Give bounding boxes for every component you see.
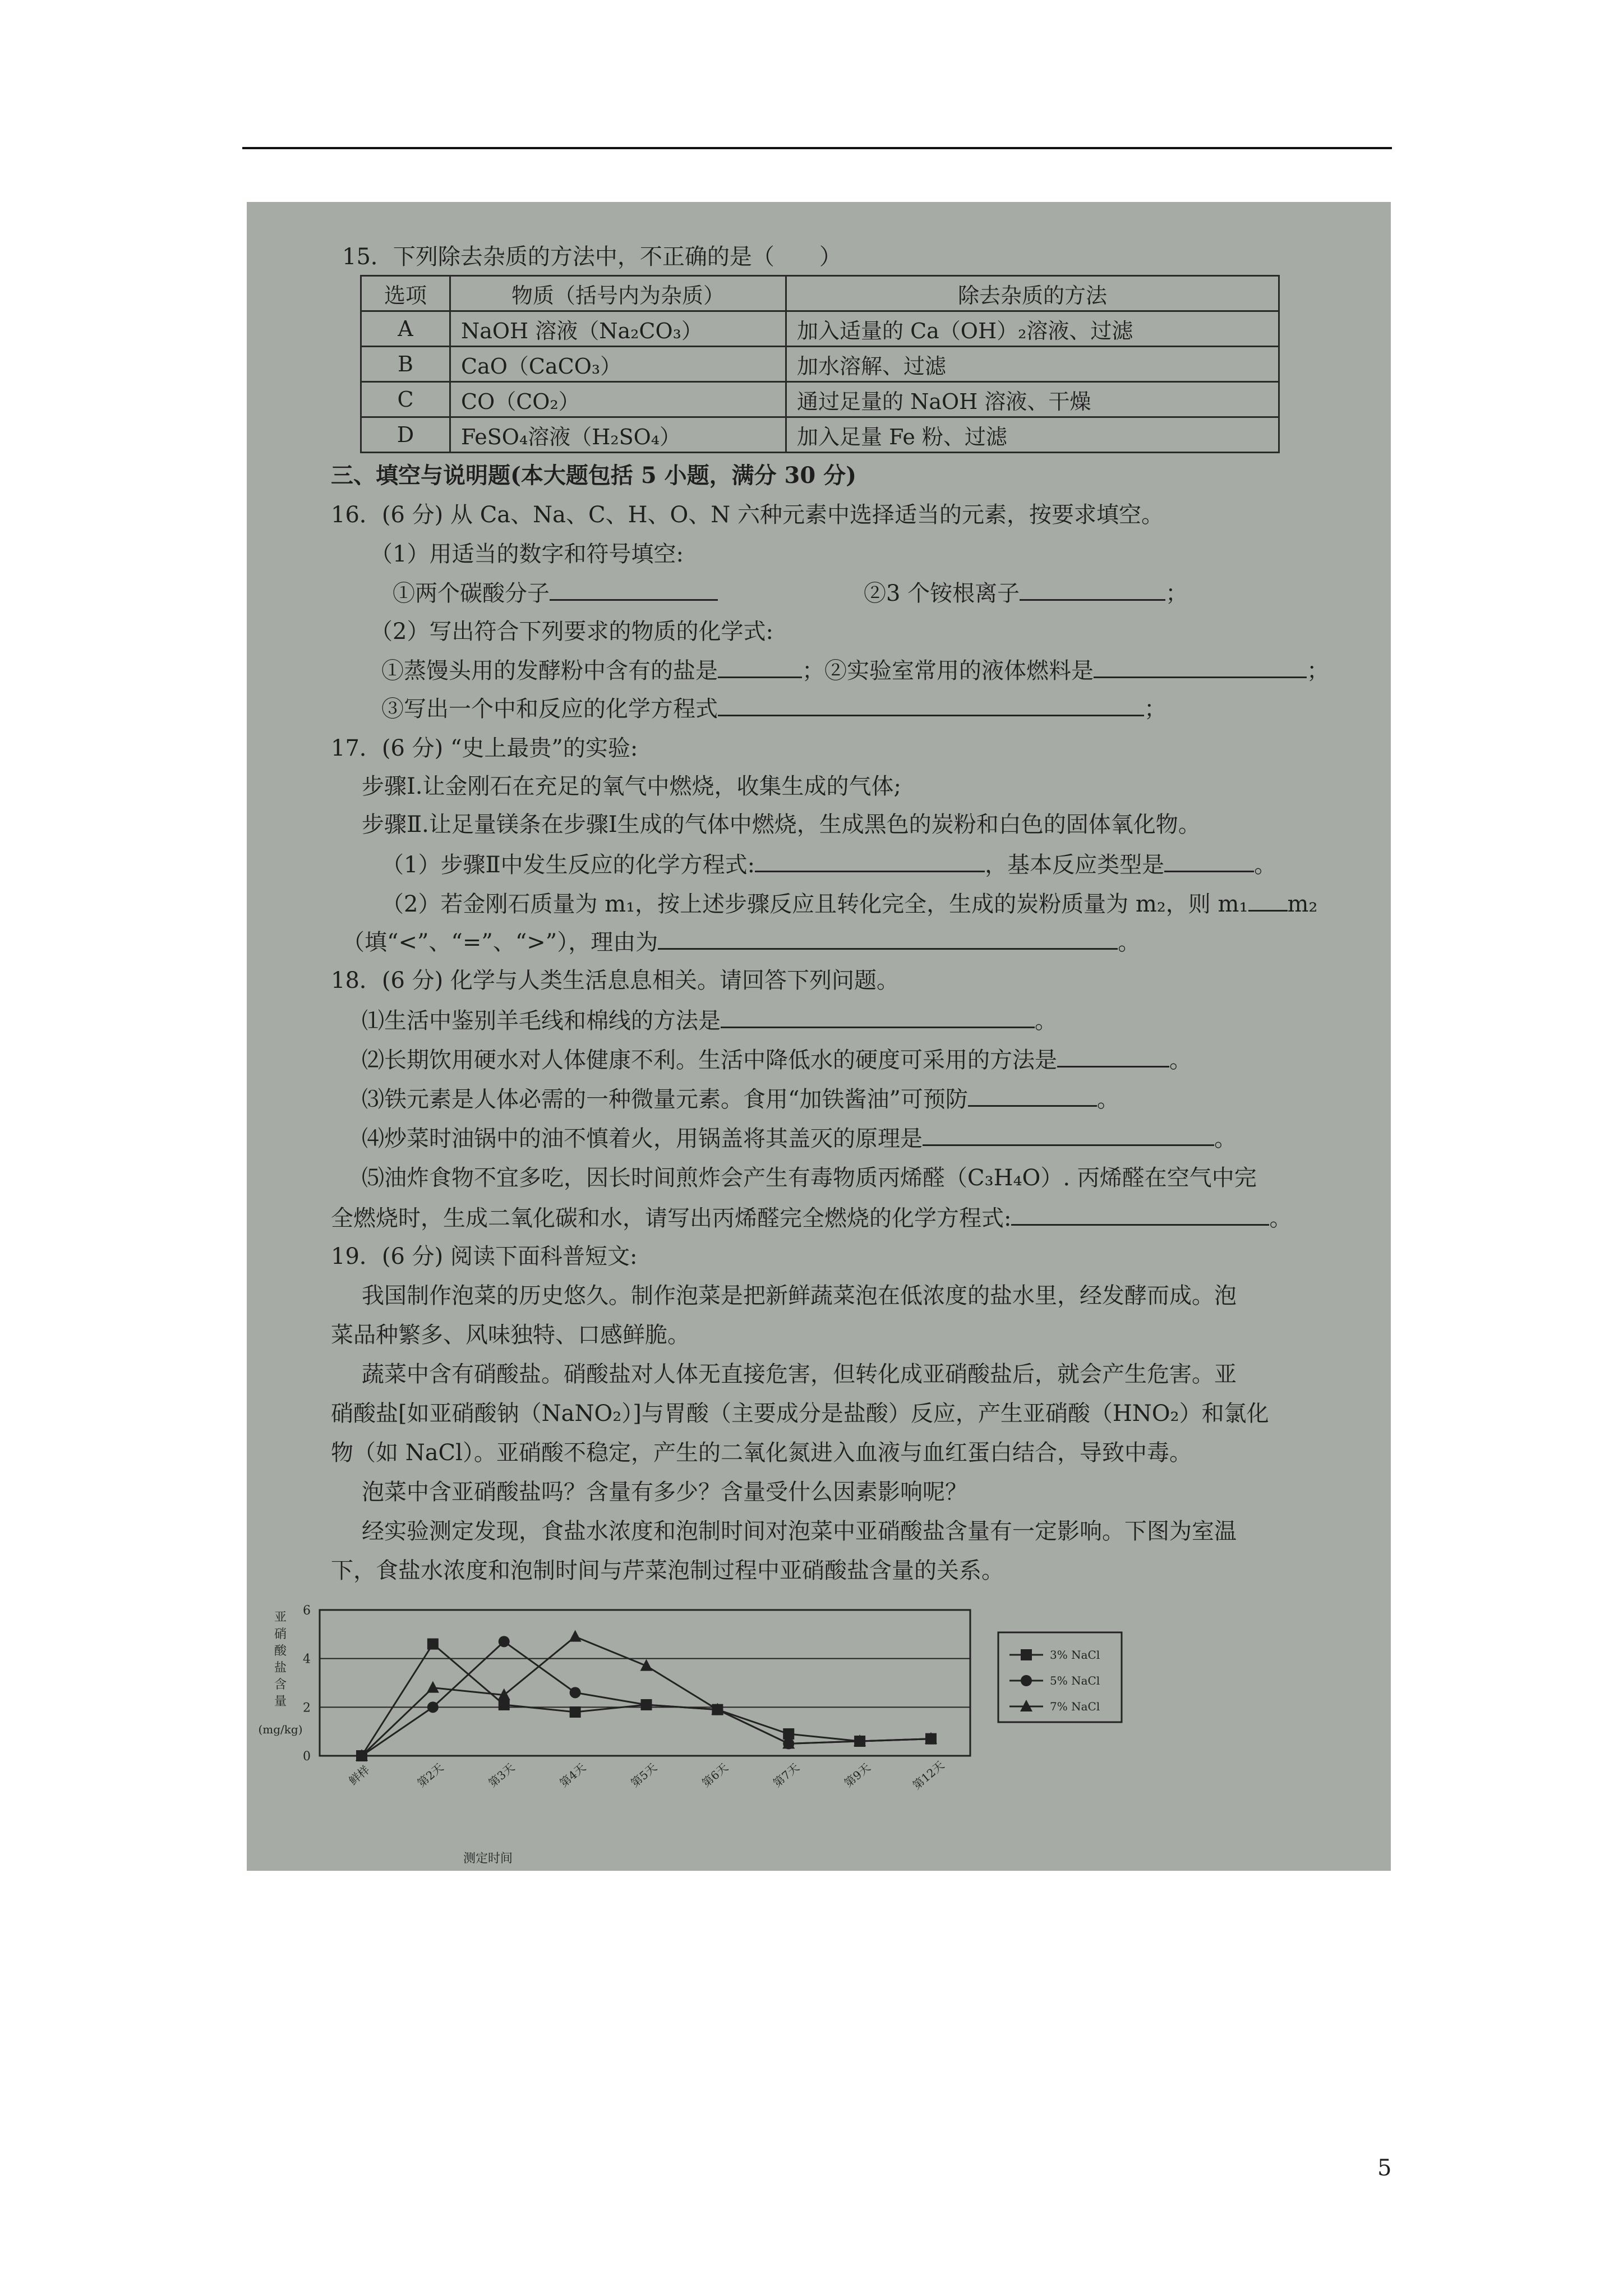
q18-item5-text: 全燃烧时，生成二氧化碳和水，请写出丙烯醛完全燃烧的化学方程式: bbox=[331, 1205, 1012, 1231]
point-marker-circle bbox=[1021, 1675, 1032, 1686]
table-header-row bbox=[361, 276, 1279, 311]
q18-item4: ⑷炒菜时油锅中的油不慎着火，用锅盖将其盖灭的原理是 。 bbox=[362, 1122, 1237, 1154]
x-tick-label: 第3天 bbox=[486, 1760, 518, 1790]
legend-entry: 7% NaCl bbox=[1050, 1700, 1100, 1713]
point-marker-square bbox=[427, 1639, 439, 1650]
q16-part1b-blank[interactable] bbox=[1020, 577, 1165, 601]
q16-part2a-text: ①蒸馒头用的发酵粉中含有的盐是 bbox=[381, 658, 718, 684]
legend bbox=[998, 1632, 1122, 1722]
point-marker-circle bbox=[641, 1699, 652, 1710]
q17-compare-blank[interactable] bbox=[1248, 887, 1288, 912]
q18-item1: ⑴生活中鉴别羊毛线和棉线的方法是 。 bbox=[362, 1004, 1057, 1037]
table-row bbox=[361, 347, 1279, 382]
point-marker-square bbox=[570, 1706, 581, 1718]
legend-entry: 3% NaCl bbox=[1050, 1648, 1100, 1662]
point-marker-square bbox=[499, 1699, 510, 1710]
series-line bbox=[362, 1637, 931, 1756]
y-tick-label: 4 bbox=[303, 1652, 311, 1667]
q18-item5-line2: 全燃烧时，生成二氧化碳和水，请写出丙烯醛完全燃烧的化学方程式: 。 bbox=[331, 1202, 1292, 1234]
q19-para3: 泡菜中含亚硝酸盐吗？含量有多少？含量受什么因素影响呢？ bbox=[362, 1479, 967, 1505]
x-tick-label: 第6天 bbox=[699, 1760, 731, 1790]
q18-item2: ⑵长期饮用硬水对人体健康不利。生活中降低水的硬度可采用的方法是 。 bbox=[362, 1043, 1192, 1076]
y-label-char: 亚 bbox=[274, 1611, 287, 1625]
q18-stem: 18．(6 分) 化学与人类生活息息相关。请回答下列问题。 bbox=[331, 968, 899, 993]
x-tick-label: 第2天 bbox=[414, 1760, 446, 1790]
q17-stem: 17．(6 分) “史上最贵”的实验: bbox=[331, 735, 638, 761]
y-tick-label: 6 bbox=[303, 1604, 311, 1618]
q16-part2a-blank[interactable] bbox=[718, 654, 802, 678]
y-label-char: 盐 bbox=[274, 1661, 287, 1675]
q18-item4-text: ⑷炒菜时油锅中的油不慎着火，用锅盖将其盖灭的原理是 bbox=[362, 1126, 923, 1152]
q18-item2-text: ⑵长期饮用硬水对人体健康不利。生活中降低水的硬度可采用的方法是 bbox=[362, 1047, 1057, 1073]
x-tick-label: 第7天 bbox=[770, 1760, 802, 1790]
q16-part1a bbox=[393, 577, 718, 609]
x-tick-label: 第4天 bbox=[557, 1760, 589, 1790]
q19-para4-line2: 下，食盐水浓度和泡制时间与芹菜泡制过程中亚硝酸盐含量的关系。 bbox=[331, 1558, 1004, 1584]
x-axis-label: 测定时间 bbox=[463, 1852, 513, 1866]
row-substance: NaOH 溶液（Na₂CO₃） bbox=[450, 311, 786, 347]
q16-part2c-text: ③写出一个中和反应的化学方程式 bbox=[381, 696, 718, 722]
y-tick-label: 2 bbox=[303, 1701, 311, 1715]
nitrite-chart bbox=[247, 1599, 1391, 1868]
q15-table bbox=[360, 275, 1280, 453]
q17-reason-text: （填“<”、“=”、“>”），理由为 bbox=[342, 930, 658, 955]
q17-step2: 步骤Ⅱ.让足量镁条在步骤Ⅰ生成的气体中燃烧，生成黑色的炭粉和白色的固体氧化物。 bbox=[362, 812, 1201, 838]
row-method: 加入适量的 Ca（OH）₂溶液、过滤 bbox=[786, 311, 1279, 347]
row-option: B bbox=[361, 347, 450, 382]
q16-part2c-blank[interactable] bbox=[718, 692, 1144, 716]
q19-para4-line1: 经实验测定发现，食盐水浓度和泡制时间对泡菜中亚硝酸盐含量有一定影响。下图为室温 bbox=[362, 1519, 1237, 1544]
q16-part1b-text: ②3 个铵根离子 bbox=[864, 581, 1020, 606]
x-tick-label: 第9天 bbox=[841, 1760, 873, 1790]
y-label-char: 量 bbox=[274, 1695, 287, 1709]
q18-item1-blank[interactable] bbox=[721, 1004, 1035, 1028]
point-marker-circle bbox=[427, 1701, 439, 1713]
table-row bbox=[361, 417, 1279, 453]
q19-para2-line2: 硝酸盐[如亚硝酸钠（NaNO₂）]与胃酸（主要成分是盐酸）反应，产生亚硝酸（HNO₂）和氯化 bbox=[331, 1401, 1269, 1427]
q16-part2b-blank[interactable] bbox=[1094, 654, 1307, 678]
q16-part1a-blank[interactable] bbox=[550, 577, 718, 601]
q16-part2ab: ①蒸馒头用的发酵粉中含有的盐是 ；②实验室常用的液体燃料是 ； bbox=[381, 654, 1329, 687]
y-label-char: 酸 bbox=[274, 1644, 287, 1658]
q17-part2-reason: （填“<”、“=”、“>”），理由为 。 bbox=[342, 926, 1140, 958]
plot-frame bbox=[320, 1610, 970, 1756]
q17-part2-text: （2）若金刚石质量为 m₁，按上述步骤反应且转化完全，生成的炭粉质量为 m₂，则 m₁ bbox=[381, 891, 1248, 917]
q18-item3-text: ⑶铁元素是人体必需的一种微量元素。食用“加铁酱油”可预防 bbox=[362, 1087, 968, 1112]
header-method: 除去杂质的方法 bbox=[786, 276, 1279, 311]
x-tick-label: 鲜样 bbox=[346, 1763, 372, 1788]
header-option: 选项 bbox=[361, 276, 450, 311]
header-substance: 物质（括号内为杂质） bbox=[450, 276, 786, 311]
point-marker-circle bbox=[570, 1687, 581, 1698]
q16-part1b: ②3 个铵根离子 ； bbox=[864, 577, 1188, 609]
q17-part2 bbox=[381, 887, 1317, 920]
row-method: 加入足量 Fe 粉、过滤 bbox=[786, 417, 1279, 453]
row-substance: CaO（CaCO₃） bbox=[450, 347, 786, 382]
q17-reason-blank[interactable] bbox=[658, 926, 1118, 950]
q16-part1a-text: ①两个碳酸分子 bbox=[393, 581, 550, 606]
page-number: 5 bbox=[1377, 2155, 1392, 2181]
point-marker-triangle bbox=[569, 1630, 582, 1642]
q19-para2-line1: 蔬菜中含有硝酸盐。硝酸盐对人体无直接危害，但转化成亚硝酸盐后，就会产生危害。亚 bbox=[362, 1361, 1237, 1387]
row-substance: CO（CO₂） bbox=[450, 382, 786, 417]
legend-entry: 5% NaCl bbox=[1050, 1674, 1100, 1687]
row-option: C bbox=[361, 382, 450, 417]
q18-item2-blank[interactable] bbox=[1057, 1043, 1169, 1068]
row-method: 加水溶解、过滤 bbox=[786, 347, 1279, 382]
header-rule bbox=[242, 147, 1392, 149]
q17-part1: （1）步骤Ⅱ中发生反应的化学方程式: ，基本反应类型是 。 bbox=[381, 848, 1276, 881]
exam-photo bbox=[247, 202, 1391, 1871]
y-label-char: 含 bbox=[274, 1678, 287, 1692]
q18-item3-blank[interactable] bbox=[968, 1083, 1097, 1107]
x-tick-label: 第5天 bbox=[628, 1760, 660, 1790]
plot-area bbox=[303, 1604, 970, 1792]
series-2 bbox=[356, 1630, 937, 1761]
q15-stem: 15．下列除去杂质的方法中，不正确的是（ ） bbox=[342, 244, 842, 270]
q19-para1-line1: 我国制作泡菜的历史悠久。制作泡菜是把新鲜蔬菜泡在低浓度的盐水里，经发酵而成。泡 bbox=[362, 1283, 1237, 1309]
q17-part1-type-text: ，基本反应类型是 bbox=[985, 852, 1165, 878]
y-label-char: 硝 bbox=[274, 1627, 287, 1641]
q18-item1-text: ⑴生活中鉴别羊毛线和棉线的方法是 bbox=[362, 1008, 721, 1034]
series-1 bbox=[356, 1636, 937, 1761]
q18-item5-blank[interactable] bbox=[1011, 1202, 1269, 1226]
q19-para1-line2: 菜品种繁多、风味独特、口感鲜脆。 bbox=[331, 1322, 690, 1348]
point-marker-square bbox=[1021, 1649, 1032, 1660]
section-three-heading: 三、填空与说明题(本大题包括 5 小题，满分 30 分) bbox=[331, 462, 857, 489]
q18-item3: ⑶铁元素是人体必需的一种微量元素。食用“加铁酱油”可预防 。 bbox=[362, 1083, 1119, 1115]
point-marker-circle bbox=[499, 1636, 510, 1647]
y-axis-label bbox=[258, 1611, 302, 1736]
q17-part1-type-blank[interactable] bbox=[1164, 848, 1254, 872]
q17-part1-blank[interactable] bbox=[755, 848, 985, 872]
q17-step1: 步骤Ⅰ.让金刚石在充足的氧气中燃烧，收集生成的气体; bbox=[362, 774, 901, 799]
y-tick-label: 0 bbox=[303, 1750, 311, 1764]
q19-stem: 19．(6 分) 阅读下面科普短文: bbox=[331, 1244, 638, 1269]
y-unit-label: (mg/kg) bbox=[258, 1723, 303, 1736]
x-tick-label: 第12天 bbox=[910, 1758, 947, 1792]
row-method: 通过足量的 NaOH 溶液、干燥 bbox=[786, 382, 1279, 417]
row-option: A bbox=[361, 311, 450, 347]
row-substance: FeSO₄溶液（H₂SO₄） bbox=[450, 417, 786, 453]
q16-part2: （2）写出符合下列要求的物质的化学式: bbox=[370, 619, 773, 645]
q19-para2-line3: 物（如 NaCl）。亚硝酸不稳定，产生的二氧化氮进入血液与血红蛋白结合，导致中毒。 bbox=[331, 1440, 1192, 1466]
q17-part2-m2: m₂ bbox=[1287, 891, 1318, 917]
point-marker-triangle bbox=[427, 1681, 439, 1693]
q17-part1-text: （1）步骤Ⅱ中发生反应的化学方程式: bbox=[381, 852, 755, 878]
q16-part2c: ③写出一个中和反应的化学方程式 ； bbox=[381, 692, 1166, 725]
q16-stem: 16．(6 分) 从 Ca、Na、C、H、O、N 六种元素中选择适当的元素，按要求填空。 bbox=[331, 502, 1164, 528]
q18-item4-blank[interactable] bbox=[923, 1122, 1214, 1146]
point-marker-triangle bbox=[640, 1659, 653, 1671]
table-row bbox=[361, 382, 1279, 417]
table-row bbox=[361, 311, 1279, 347]
row-option: D bbox=[361, 417, 450, 453]
q16-part2b-text: ；②实验室常用的液体燃料是 bbox=[802, 658, 1094, 684]
q16-part1: （1）用适当的数字和符号填空: bbox=[370, 541, 684, 567]
q18-item5-line1: ⑸油炸食物不宜多吃，因长时间煎炸会产生有毒物质丙烯醛（C₃H₄O）. 丙烯醛在空气中完 bbox=[362, 1165, 1257, 1191]
